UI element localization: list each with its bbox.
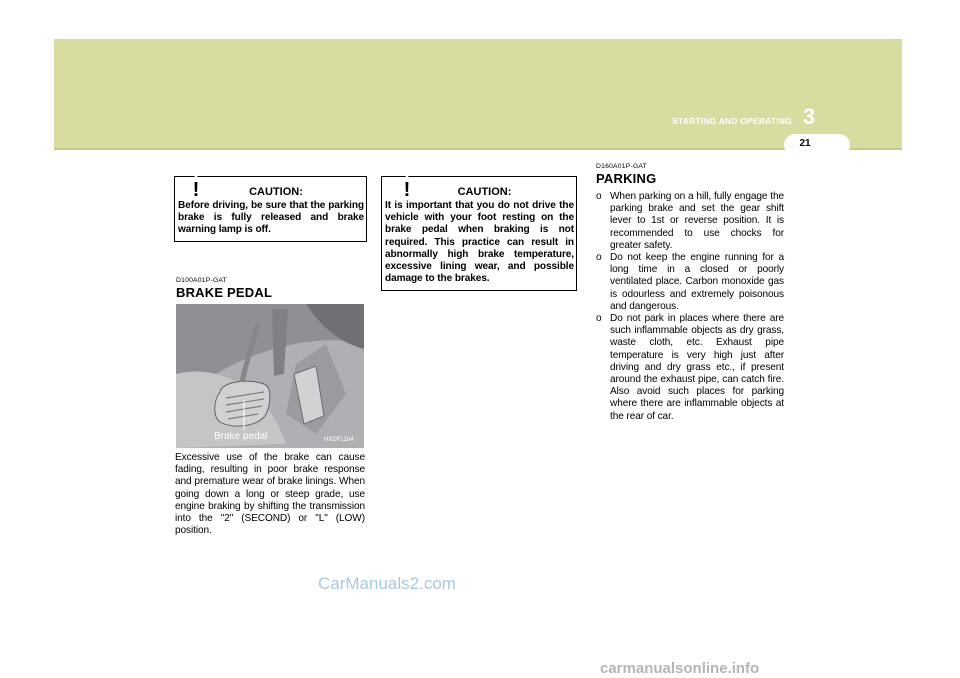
bullet-mark: o — [596, 191, 602, 202]
figure-code: HXDFL184 — [324, 437, 354, 443]
heading-parking: PARKING — [596, 171, 657, 186]
section-number: 3 — [802, 104, 816, 129]
figure-label: Brake pedal — [214, 431, 268, 442]
list-item — [596, 191, 784, 252]
brake-pedal-body-text: Excessive use of the brake can cause fading, resulting in poor brake response and premature wear of brake linings. When going down a long or steep grade, use engine braking by shifting the transmission into the "2" (SECOND) or "L" (LOW) position. — [175, 452, 365, 537]
section-code-parking: D160A01P-GAT — [596, 163, 648, 170]
list-item-text: Do not park in places where there are such inflammable objects as dry grass, waste cloth, etc. Exhaust pipe temperature is very high just after driving and dry grass etc., if present around the exhaust pipe, can catch fire. Also avoid such places for parking where there are inflammable objects at the rear of car. — [610, 313, 784, 422]
svg-text:!: ! — [403, 179, 411, 200]
brake-pedal-illustration — [176, 304, 364, 448]
section-code-brake-pedal: D100A01P-GAT — [176, 277, 228, 284]
svg-text:!: ! — [192, 179, 200, 200]
caution-text: It is important that you do not drive the vehicle with your foot resting on the brake pedal when braking is not required. This practice can result in abnormally high brake temperature, excessive lining wear, and possible damage to the brakes. — [385, 200, 574, 285]
list-item-text: When parking on a hill, fully engage the parking brake and set the gear shift lever to 1st or reverse position. It is recommended to use chocks for greater safety. — [610, 191, 784, 251]
caution-text: Before driving, be sure that the parking brake is fully released and brake warning lamp is off. — [178, 200, 364, 236]
watermark-carmanuals2[interactable]: CarManuals2.com — [318, 574, 456, 593]
caution-heading: CAUTION: — [457, 186, 512, 198]
parking-bullet-list — [596, 191, 784, 423]
brake-pedal-drawing — [176, 304, 364, 448]
caution-box-parking-brake — [174, 176, 367, 242]
page-number: 21 — [799, 138, 811, 149]
list-item-text: Do not keep the engine running for a long time in a closed or poorly ventilated place. Carbon monoxide gas is odourless and extremely poisonous and dangerous. — [610, 252, 784, 312]
bullet-mark: o — [596, 313, 602, 325]
header-divider — [54, 148, 902, 150]
header-band — [54, 39, 902, 148]
caution-heading: CAUTION: — [249, 186, 303, 198]
list-item — [596, 313, 784, 423]
bullet-mark: o — [596, 252, 602, 264]
caution-box-brake-pedal — [381, 176, 577, 291]
warning-triangle-icon — [183, 174, 209, 200]
watermark-carmanualsonline[interactable]: carmanualsonline.info — [600, 660, 760, 677]
section-title: STARTING AND OPERATING — [672, 116, 792, 126]
warning-triangle-icon — [394, 174, 420, 200]
list-item — [596, 252, 784, 313]
heading-brake-pedal: BRAKE PEDAL — [176, 285, 273, 300]
